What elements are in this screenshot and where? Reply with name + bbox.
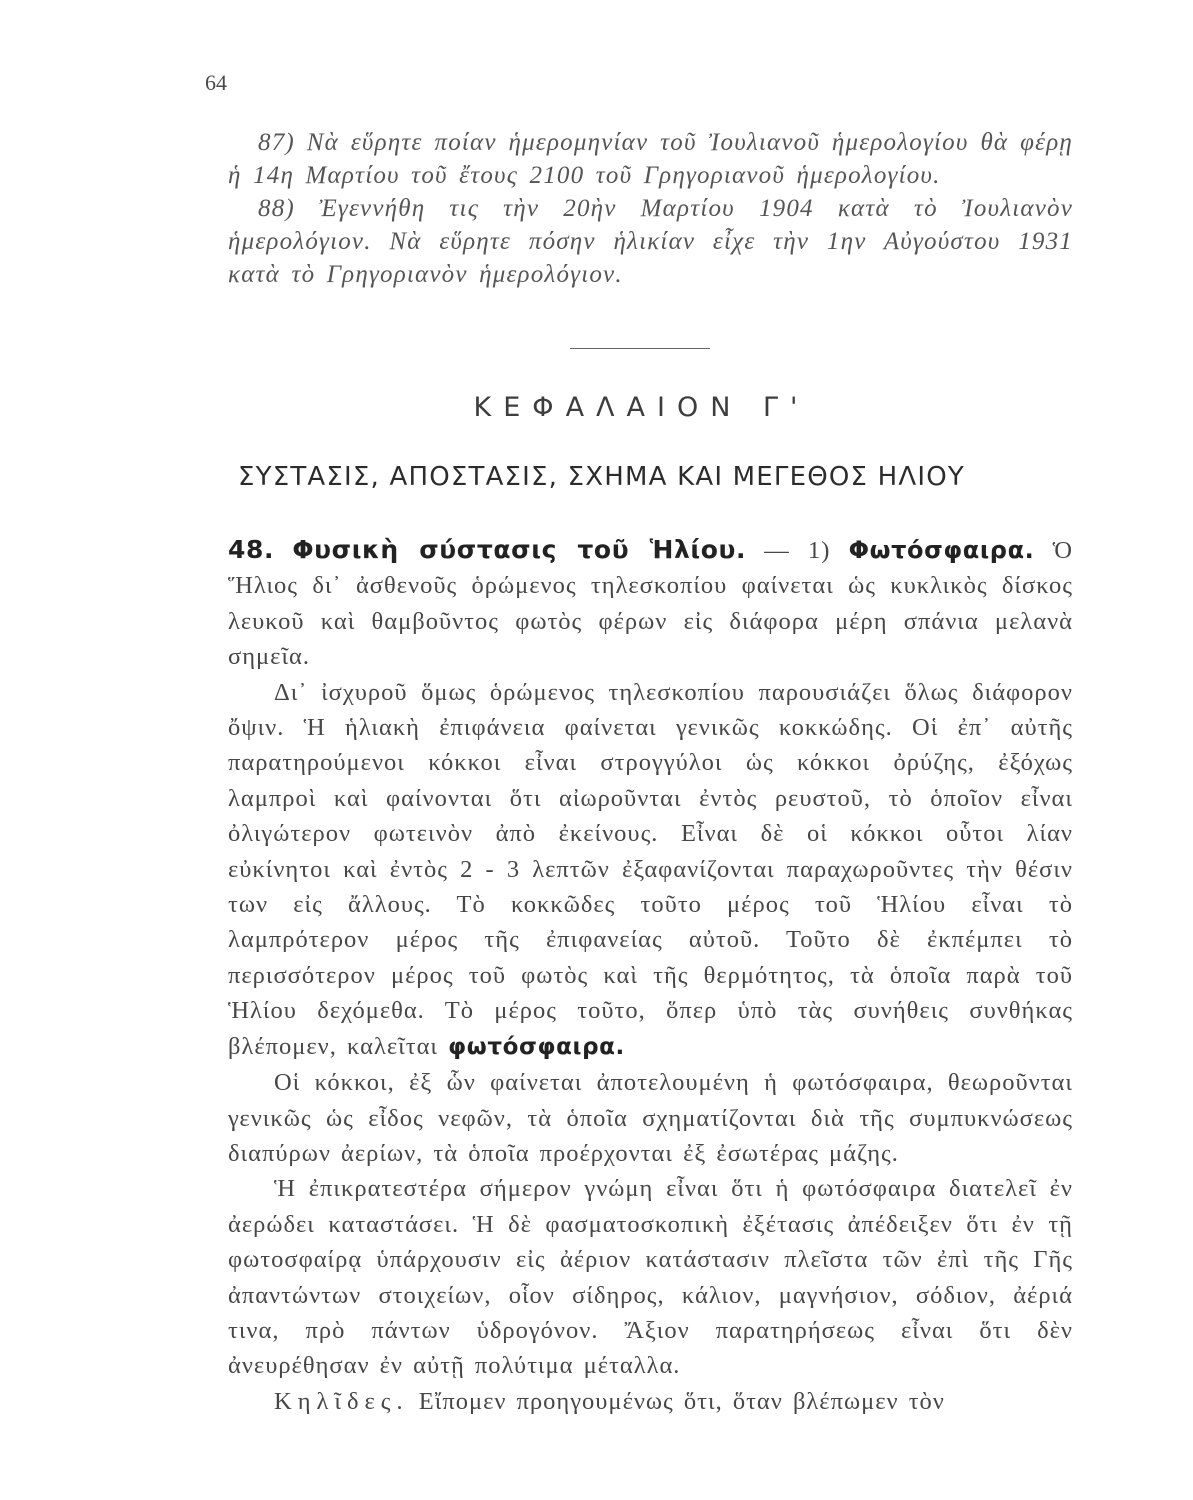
exercise-87 — [228, 126, 1073, 192]
section-dash: — 1) — [746, 537, 849, 564]
page-number: 64 — [205, 70, 227, 95]
paragraph-intro — [228, 532, 1073, 675]
exercise-line: κατὰ τὸ Γρηγοριανὸν ἡμερολόγιον. — [228, 261, 623, 288]
paragraph-granulation — [228, 675, 1073, 1065]
section-number: 48. — [228, 535, 275, 564]
term-sunspots: Κηλῖδες. — [274, 1387, 409, 1415]
exercise-line: 88) Ἐγεννήθη τις τὴν 20ὴν Μαρτίου 1904 κατὰ τὸ Ἰουλιανὸν — [258, 195, 1073, 222]
paragraph-text: Εἴπομεν προηγουμένως ὅτι, ὅταν βλέπωμεν τὸν — [408, 1387, 945, 1415]
paragraph-composition: Ἡ ἐπικρατεστέρα σήμερον γνώμη εἶναι ὅτι ἡ φωτόσφαιρα διατελεῖ ἐν ἀερώδει καταστάσει. Ἡ δὲ φασματοσκοπικὴ ἐξέτασις ἀπέδειξεν ὅτι ἐν τῇ φωτοσφαίρᾳ ὑπάρχουσιν εἰς ἀέριον κατάστασιν πλεῖστα τῶν ἐπὶ τῆς Γῆς ἀπαντώντων στοιχείων, οἷον σίδηρος, κάλιον, μαγνήσιον, σόδιον, ἀέριά τινα, πρὸ πάντων ὑδρογόνον. Ἄξιον παρατηρήσεως εἶναι ὅτι δὲν ἀνευρέθησαν ἐν αὐτῇ πολύτιμα μέταλλα. — [228, 1175, 1073, 1380]
paragraph-text: Ὁ Ἥλιος δι᾿ ἀσθενοῦς ὁρώμενος τηλεσκοπίου φαίνεται ὡς κυκλικὸς δίσκος λευκοῦ καὶ θαμβοῦντος φωτὸς φέρων εἰς διάφορα μέρη σπάνια μελανὰ σημεῖα. — [228, 537, 1073, 671]
term-photosphere: φωτόσφαιρα. — [448, 1033, 625, 1060]
exercise-line: 87) Νὰ εὕρητε ποίαν ἡμερομηνίαν τοῦ Ἰουλιανοῦ ἡμερολογίου — [258, 129, 969, 156]
chapter-title: ΣΥΣΤΑΣΙΣ, ΑΠΟΣΤΑΣΙΣ, ΣΧΗΜΑ ΚΑΙ ΜΕΓΕΘΟΣ ΗΛΙΟΥ — [238, 462, 965, 492]
paragraph-granules: Οἱ κόκκοι, ἐξ ὧν φαίνεται ἀποτελουμένη ἡ φωτόσφαιρα, θεωροῦνται γενικῶς ὡς εἶδος νεφῶν, τὰ ὁποῖα σχηματίζονται διὰ τῆς συμπυκνώσεως διαπύρων ἀερίων, τὰ ὁποῖα προέρχονται ἐξ ἐσωτέρας μάζης. — [228, 1069, 1073, 1167]
section-divider — [570, 348, 710, 349]
exercises-block — [228, 126, 1073, 291]
paragraph-text: Δι᾿ ἰσχυροῦ ὅμως ὁρώμενος τηλεσκοπίου παρουσιάζει ὅλως διάφορον ὄψιν. Ἡ ἡλιακὴ ἐπιφάνεια φαίνεται γενικῶς κοκκώδης. Οἱ ἐπ᾿ αὐτῆς παρατηρούμενοι κόκκοι εἶναι στρογγύλοι ὡς κόκκοι ὀρύζης, ἐξόχως λαμπροὶ καὶ φαίνονται ὅτι αἰωροῦνται ἐντὸς ρευστοῦ, τὸ ὁποῖον εἶναι ὀλιγώτερον φωτεινὸν ἀπὸ ἐκείνους. Εἶναι δὲ οἱ κόκκοι οὗτοι λίαν εὐκίνητοι καὶ ἐντὸς 2 - 3 λεπτῶν ἐξαφανίζονται παραχωροῦντες τὴν θέσιν των εἰς ἄλλους. Τὸ κοκκῶδες τοῦτο μέρος τοῦ Ἡλίου εἶναι τὸ λαμπρότερον μέρος τῆς ἐπιφανείας αὐτοῦ. Τοῦτο δὲ ἐκπέμπει τὸ περισσότερον μέρος τοῦ φωτὸς καὶ τῆς θερμότητος, τὰ ὁποῖα παρὰ τοῦ Ἡλίου δεχόμεθα. Τὸ μέρος τοῦτο, ὅπερ ὑπὸ τὰς συνήθεις συνθήκας βλέπομεν, καλεῖται — [228, 678, 1073, 1060]
section-title: Φυσικὴ σύστασις τοῦ Ἡλίου. — [292, 535, 747, 564]
exercise-line: ἡμερολόγιον. Νὰ εὕρητε πόσην ἡλικίαν εἶχε τὴν 1ην Αὐγούστου 1931 — [228, 228, 1073, 255]
paragraph-sunspots — [228, 1384, 1073, 1419]
section-body — [228, 532, 1073, 1419]
exercise-line: θὰ φέρῃ ἡ 14η Μαρτίου τοῦ ἔτους 2100 τοῦ Γρηγοριανοῦ ἡμερολογίου. — [228, 129, 1074, 189]
chapter-label: ΚΕΦΑΛΑΙΟΝ Γ' — [473, 392, 810, 423]
subheading-photosphere: Φωτόσφαιρα. — [848, 536, 1035, 564]
exercise-88 — [228, 192, 1073, 291]
